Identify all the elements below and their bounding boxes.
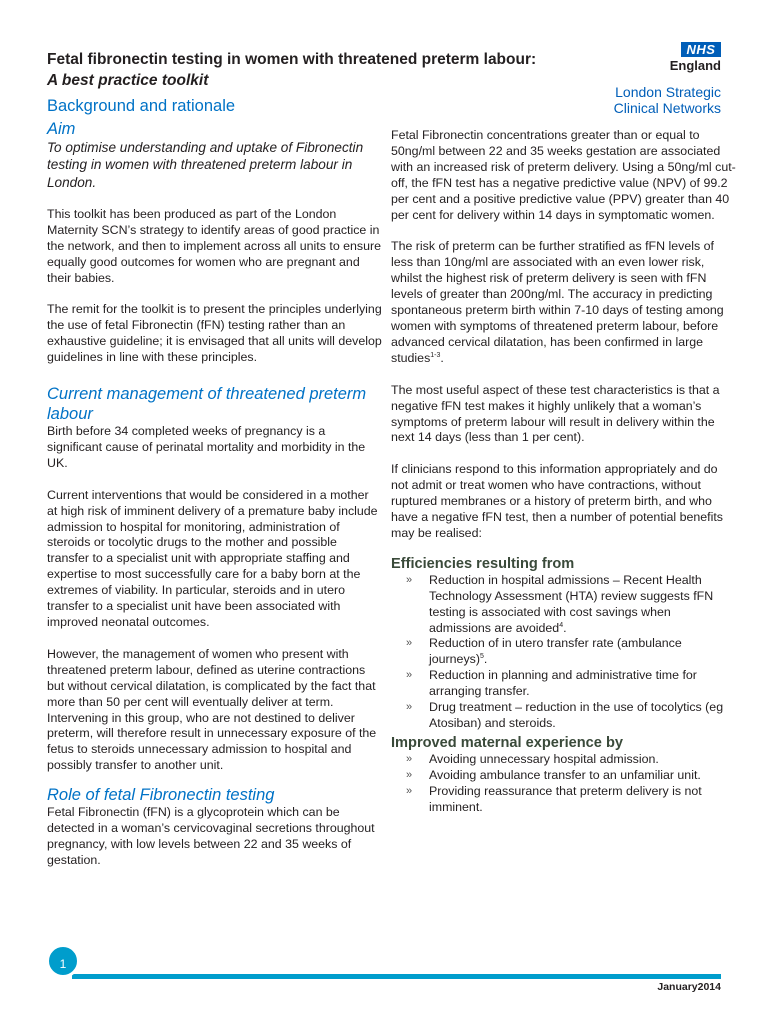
paragraph: The risk of preterm can be further stratified as fFN levels of less than 10ng/ml are associated with an even lower risk, whilst the highest risk of preterm delivery is seen with fFN levels of greater than 200ng/ml. The accuracy in predicting spontaneous preterm birth within 7-10 days of testing among women with symptoms of threatened preterm labour, before advanced cervical dilatation, has been confirmed in large studies$^{1-3}$. [391, 239, 724, 365]
paragraph: The remit for the toolkit is to present the principles underlying the use of fetal Fibronectin (fFN) testing rather than an exhaustive guideline; it is envisaged that all units will develop guidelines in line with these principles. [47, 302, 382, 365]
footer-divider [72, 974, 721, 979]
paragraph: Current interventions that would be considered in a mother at high risk of imminent delivery of a premature baby include admission to hospital for monitoring, administration of steroids or tocolytic drugs to the mother and possible transfer to a specialist unit with appropriate staffing and expertise to most successfully care for a baby born at the extremes of viability. In particular, steroids and in utero transfer to a specialist unit have been associated with improved neonatal outcomes. [47, 487, 378, 630]
list-item: » Drug treatment – reduction in the use of tocolytics (eg Atosiban) and steroids. [391, 700, 736, 732]
aim-text: To optimise understanding and uptake of Fibronectin testing in women with threatened preterm labour in London. [47, 140, 364, 190]
nhs-region-label: England [669, 58, 721, 73]
role-heading: Role of fetal Fibronectin testing [47, 786, 275, 805]
experience-heading: Improved maternal experience by [391, 734, 623, 751]
efficiencies-list [391, 573, 736, 732]
network-line-2: Clinical Networks [613, 99, 721, 116]
left-column [47, 119, 382, 869]
paragraph: If clinicians respond to this information appropriately and do not admit or treat women who have contractions, without ruptured membranes or a history of preterm birth, and who have a negative fFN test, then a number of potential benefits may be realised: [391, 462, 724, 540]
list-item: » Providing reassurance that preterm delivery is not imminent. [391, 784, 736, 816]
efficiencies-heading: Efficiencies resulting from [391, 555, 575, 572]
paragraph: The most useful aspect of these test characteristics is that a negative fFN test makes it highly unlikely that a woman’s symptoms of preterm labour will result in delivery within the next 14 days (less than 1 per cent). [391, 382, 720, 445]
right-column [391, 128, 736, 816]
list-item: » Reduction of in utero transfer rate (ambulance journeys)$^5$. [391, 636, 736, 668]
list-item: » Reduction in planning and administrative time for arranging transfer. [391, 668, 736, 700]
document-subtitle: A best practice toolkit [47, 72, 209, 89]
footer-date: January2014 [657, 981, 721, 993]
list-item: » Avoiding unnecessary hospital admission. [391, 752, 736, 768]
section-heading: Background and rationale [47, 97, 236, 115]
citation: 5 [479, 653, 484, 661]
paragraph: This toolkit has been produced as part of the London Maternity SCN’s strategy to identify areas of good practice in the network, and then to implement across all units to ensure equally good outcomes for women who are pregnant and their babies. [47, 206, 382, 285]
current-management-heading: Current management of threatened preterm labour [47, 385, 367, 424]
list-item: » Reduction in hospital admissions – Recent Health Technology Assessment (HTA) review suggests fFN testing is associated with cost savings when admissions are avoided$^4$. [391, 573, 736, 637]
network-line-1: London Strategic [615, 84, 721, 100]
page-number: 1 [46, 944, 80, 978]
document-title: Fetal fibronectin testing in women with threatened preterm labour: [47, 51, 537, 68]
paragraph: Fetal Fibronectin (fFN) is a glycoprotein which can be detected in a woman’s cervicovaginal secretions throughout pregnancy, with low levels between 22 and 35 weeks of gestation. [47, 805, 375, 867]
paragraph: However, the management of women who present with threatened preterm labour, defined as uterine contractions but without cervical dilatation, is complicated by the fact that more than 50 per cent will eventually deliver at term. Intervening in this group, who are not destined to deliver preterm, will therefore result in unnecessary exposure of the fetus to steroids unnecessary admission to hospital and possibly transfer to another unit. [47, 646, 377, 773]
experience-list [391, 752, 736, 816]
citation: 1-3 [430, 351, 441, 359]
citation: 4 [559, 621, 564, 629]
paragraph: Fetal Fibronectin concentrations greater than or equal to 50ng/ml between 22 and 35 weeks gestation are associated with an increased risk of preterm delivery. Using a 50ng/ml cut-off, the fFN test has a negative predictive value (NPV) of 99.2 per cent and a positive predictive value (PPV) greater than 40 per cent for delivery within 14 days in symptomatic women. [391, 128, 736, 222]
nhs-logo: NHS [681, 42, 721, 57]
aim-heading: Aim [47, 120, 76, 138]
paragraph: Birth before 34 completed weeks of pregnancy is a significant cause of perinatal mortality and morbidity in the UK. [47, 424, 366, 470]
network-name [570, 85, 721, 116]
list-item: » Avoiding ambulance transfer to an unfamiliar unit. [391, 768, 736, 784]
